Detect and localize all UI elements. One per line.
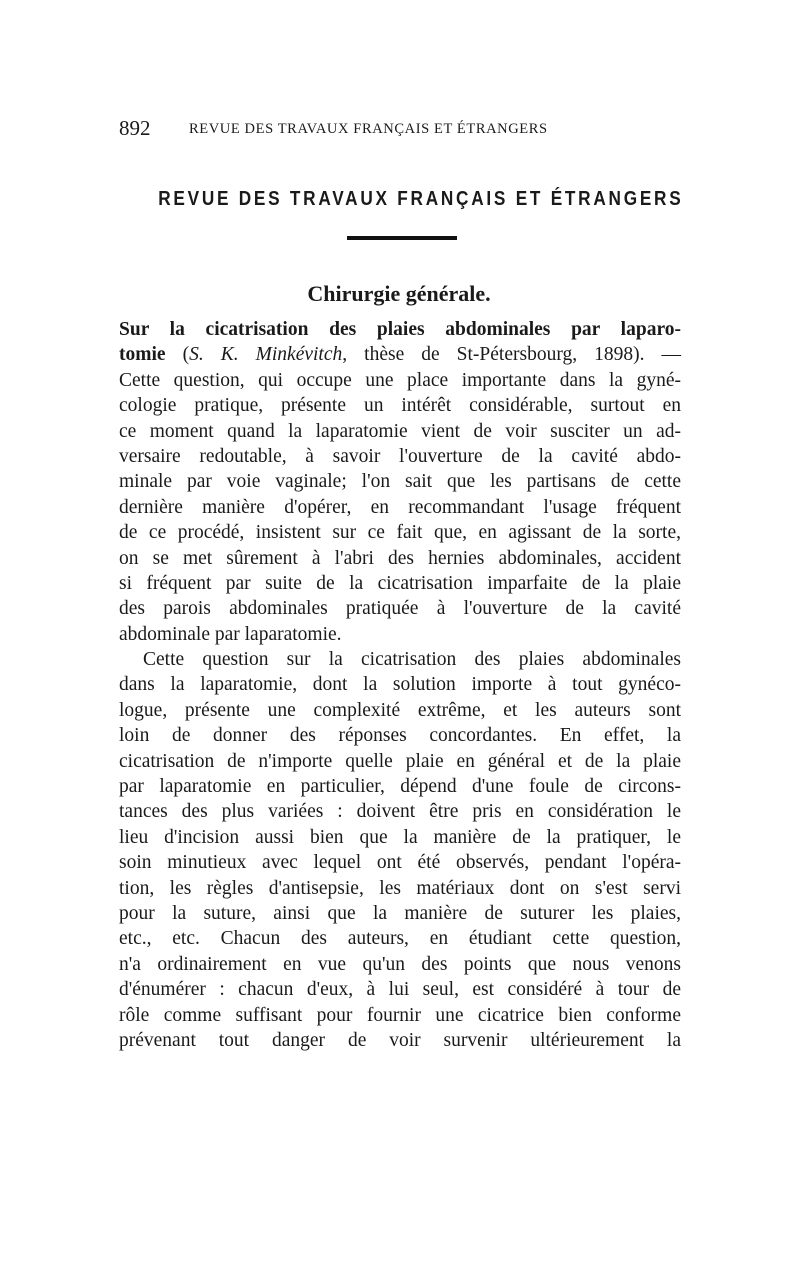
article-citation-line	[119, 342, 681, 367]
text-line: rôle comme suffisant pour fournir une cicatrice bien conforme	[119, 1004, 681, 1026]
page-number: 892	[119, 116, 151, 140]
text-line: ce moment quand la laparatomie vient de voir susciter un ad-	[119, 420, 681, 442]
section-title: REVUE DES TRAVAUX FRANÇAIS ET ÉTRANGERS	[158, 188, 684, 210]
text-line: dernière manière d'opérer, en recommandant l'usage fréquent	[119, 496, 681, 518]
text-line: des parois abdominales pratiquée à l'ouverture de la cavité	[119, 598, 681, 620]
text-line: Cette question sur la cicatrisation des plaies abdominales	[143, 649, 681, 671]
text-line: soin minutieux avec lequel ont été observés, pendant l'opéra-	[119, 852, 681, 874]
text-line: dans la laparatomie, dont la solution importe à tout gynéco-	[119, 674, 681, 696]
text-line: cologie pratique, présente un intérêt considérable, surtout en	[119, 395, 681, 417]
text-line: lieu d'incision aussi bien que la manière de la pratiquer, le	[119, 826, 681, 848]
text-line: logue, présente une complexité extrême, et les auteurs sont	[119, 699, 681, 721]
author-open: (	[182, 344, 190, 366]
citation: , thèse de St-Pétersbourg, 1898). —	[342, 344, 682, 366]
article-title-end: tomie	[119, 344, 166, 366]
text-line: par laparatomie en particulier, dépend d'une foule de circons-	[119, 776, 681, 798]
author-name: S. K. Minkévitch	[189, 344, 343, 366]
text-line: prévenant tout danger de voir survenir ultérieurement la	[119, 1029, 681, 1051]
text-line: on se met sûrement à l'abri des hernies abdominales, accident	[119, 547, 681, 569]
text-line: pour la suture, ainsi que la manière de suturer les plaies,	[119, 902, 681, 924]
text-line: d'énumérer : chacun d'eux, à lui seul, est considéré à tour de	[119, 979, 681, 1001]
running-title: REVUE DES TRAVAUX FRANÇAIS ET ÉTRANGERS	[189, 121, 548, 137]
text-line: n'a ordinairement en vue qu'un des points que nous venons	[119, 953, 681, 975]
text-line: tances des plus variées : doivent être pris en considération le	[119, 801, 681, 823]
text-line: versaire redoutable, à savoir l'ouverture de la cavité abdo-	[119, 445, 681, 467]
text-line: abdominale par laparatomie.	[119, 623, 342, 645]
text-line: de ce procédé, insistent sur ce fait que, en agissant de la sorte,	[119, 522, 681, 544]
text-line: si fréquent par suite de la cicatrisation imparfaite de la plaie	[119, 572, 681, 594]
title-rule	[347, 236, 457, 240]
article-title: Sur la cicatrisation des plaies abdominales par laparo-	[119, 319, 681, 340]
paragraph-2	[119, 647, 681, 1053]
text-line: tion, les règles d'antisepsie, les matériaux dont on s'est servi	[119, 877, 681, 899]
subsection-title: Chirurgie générale.	[307, 281, 491, 306]
text-line: etc., etc. Chacun des auteurs, en étudiant cette question,	[119, 928, 681, 950]
running-head	[119, 116, 679, 140]
article-title-line	[119, 317, 681, 342]
text-line: minale par voie vaginale; l'on sait que les partisans de cette	[119, 471, 681, 493]
paragraph-1	[119, 368, 681, 647]
text-line: cicatrisation de n'importe quelle plaie en général et de la plaie	[119, 750, 681, 772]
text-line: Cette question, qui occupe une place importante dans la gyné-	[119, 369, 681, 391]
text-line: loin de donner des réponses concordantes. En effet, la	[119, 725, 681, 747]
article-body	[119, 317, 681, 1053]
